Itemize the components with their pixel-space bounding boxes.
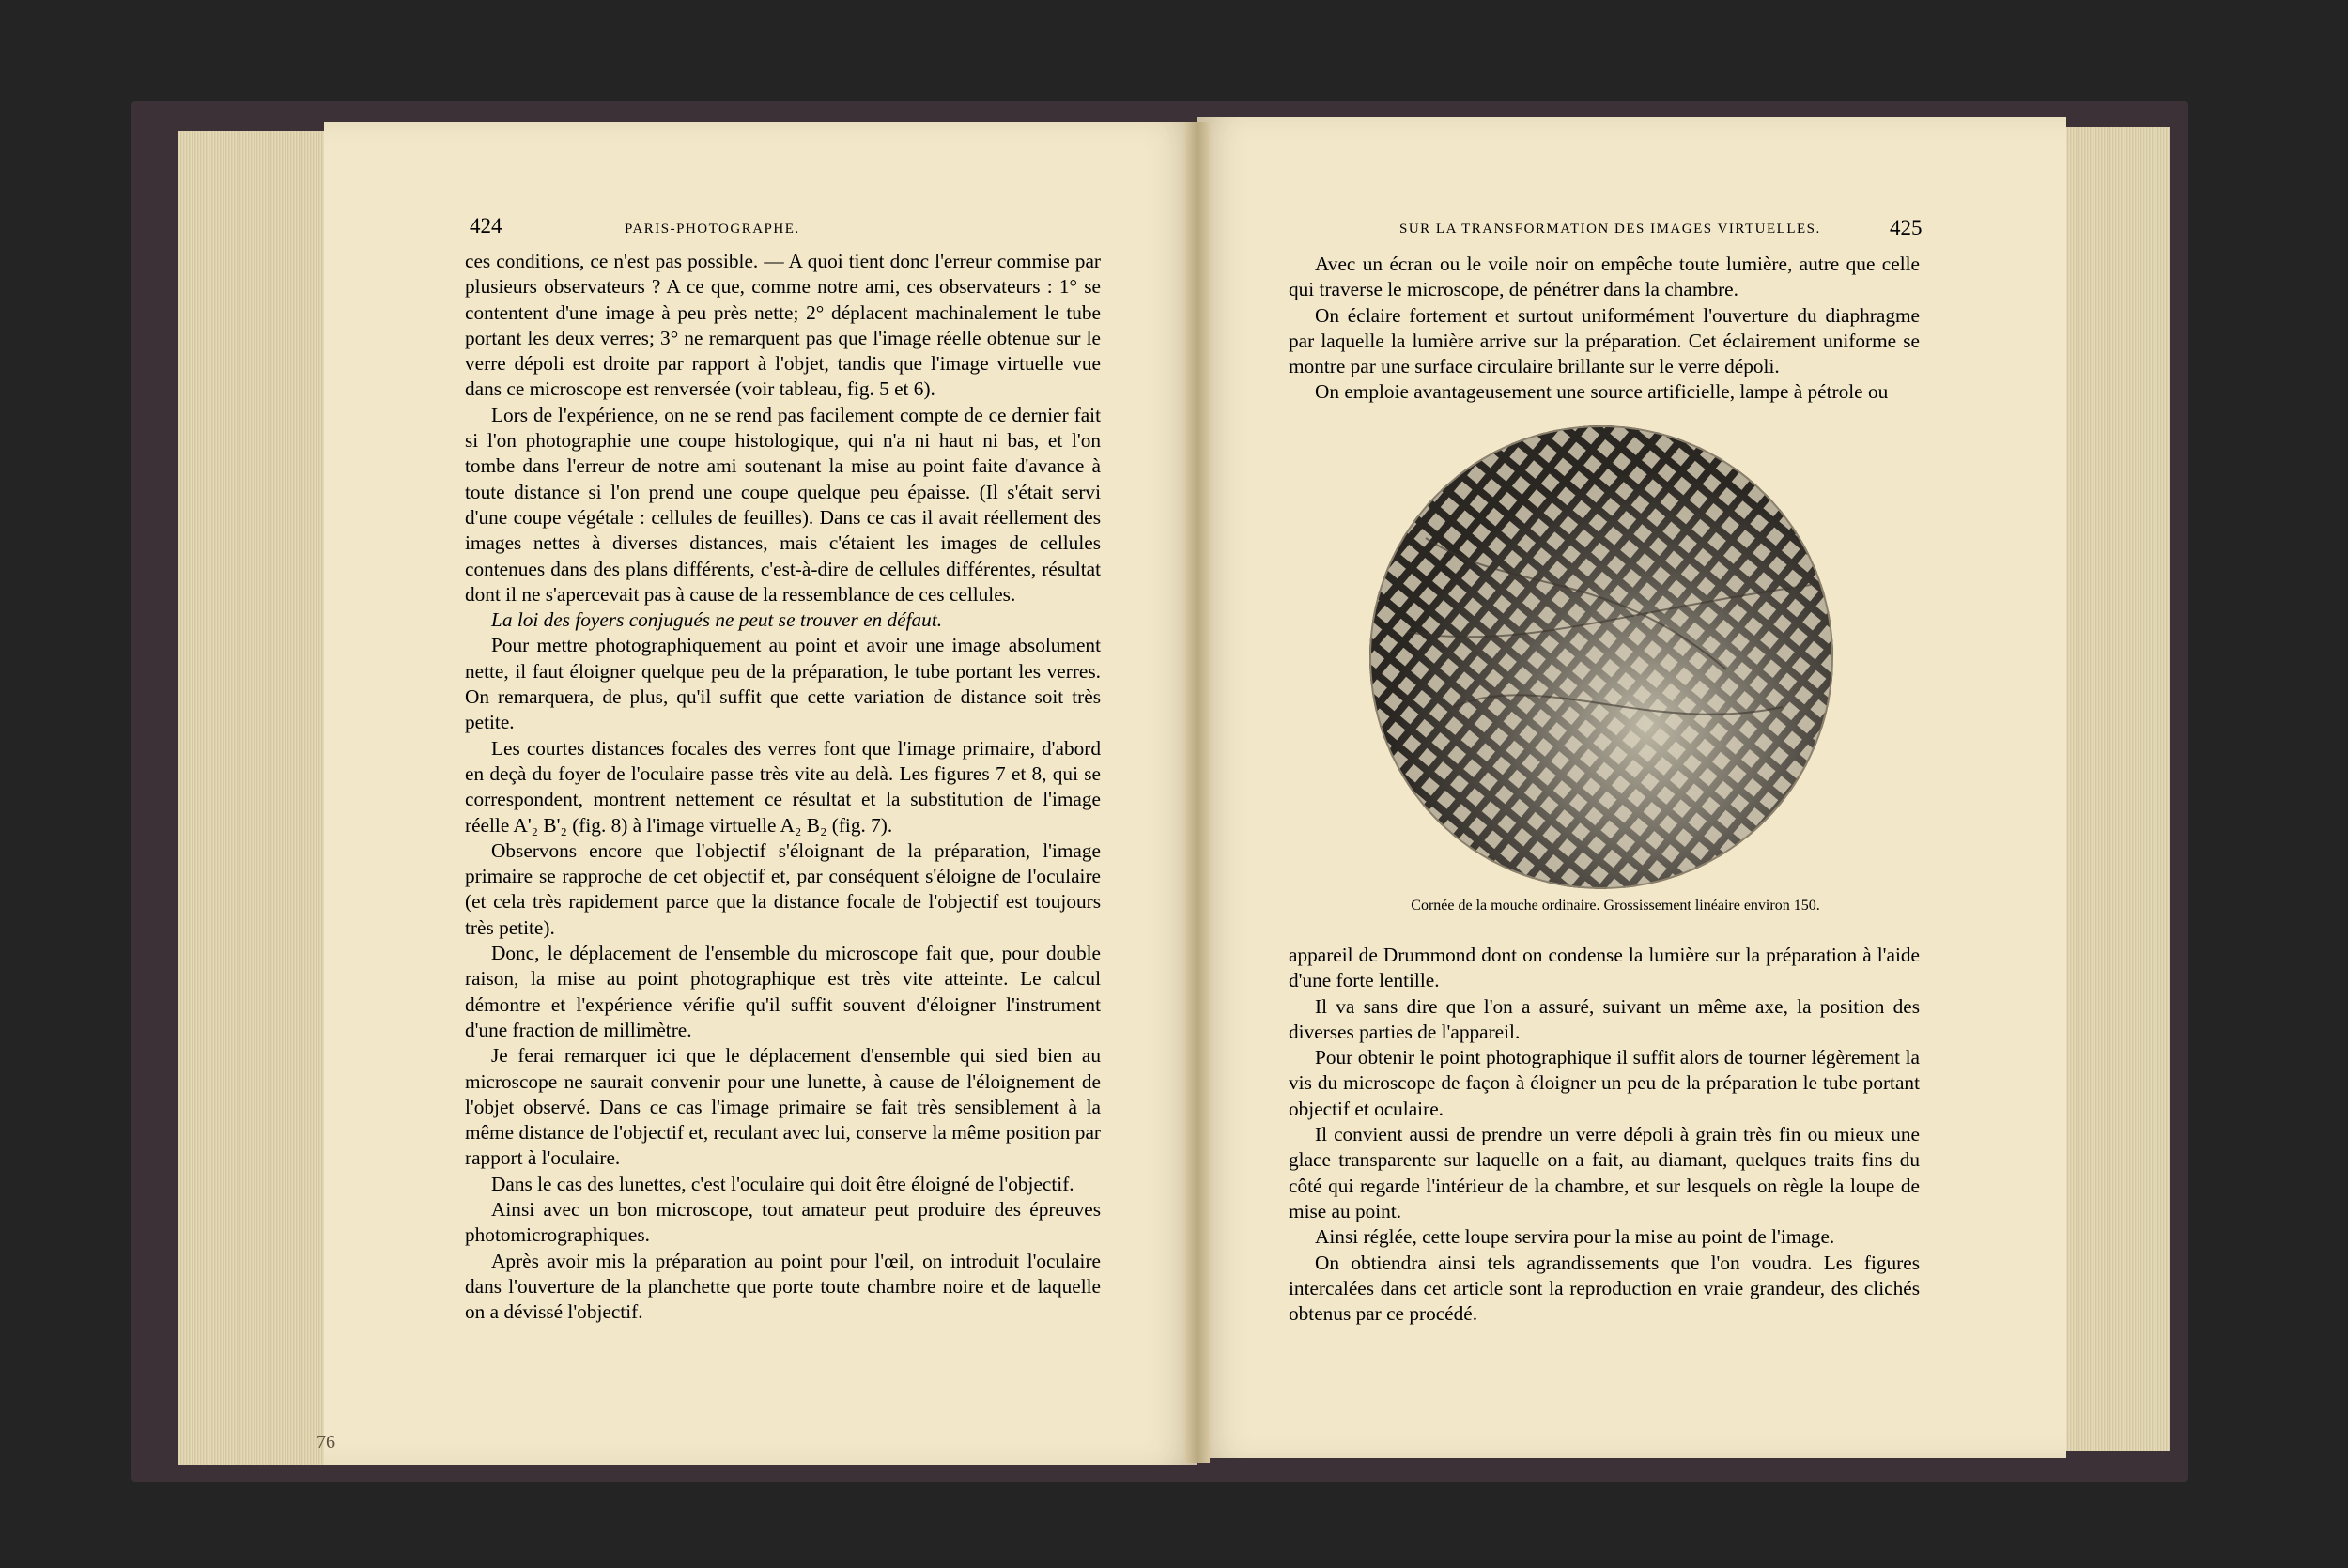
paragraph: Les courtes distances focales des verres font que l'image primaire, d'abord en deçà du foyer de l'oculaire passe très vite au delà. Les figures 7 et 8, qui se correspondent, montrent nettement ce résultat et la substitution de l'image réelle A'₂ B'₂ (fig. 8) à l'image virtuelle A₂ B₂ (fig. 7). bbox=[465, 736, 1101, 837]
paragraph: Après avoir mis la préparation au point pour l'œil, on introduit l'oculaire dans l'ouverture de la planchette que porte toute chambre noire et de laquelle on a dévissé l'objectif. bbox=[465, 1249, 1101, 1324]
running-head-right: SUR LA TRANSFORMATION DES IMAGES VIRTUELLES. bbox=[1399, 222, 1821, 237]
microscope-photograph bbox=[1369, 425, 1833, 889]
running-head-left: PARIS-PHOTOGRAPHE. bbox=[625, 222, 800, 237]
paragraph: Avec un écran ou le voile noir on empêche toute lumière, autre que celle qui traverse le microscope, de pénétrer dans la chambre. bbox=[1289, 253, 1920, 301]
pencil-mark: 76 bbox=[317, 1432, 335, 1453]
page-number-right: 425 bbox=[1890, 216, 1923, 239]
page-edges-left bbox=[178, 131, 329, 1465]
paragraph: Ainsi avec un bon microscope, tout amateur peut produire des épreuves photomicrographiques. bbox=[465, 1197, 1101, 1247]
paragraph: La loi des foyers conjugués ne peut se trouver en défaut. bbox=[491, 608, 943, 632]
paragraph: Il va sans dire que l'on a assuré, suivant un même axe, la position des diverses parties de l'appareil. bbox=[1289, 994, 1920, 1043]
paragraph: Ainsi réglée, cette loupe servira pour la mise au point de l'image. bbox=[1315, 1225, 1835, 1249]
page-number-left: 424 bbox=[470, 214, 502, 238]
paragraph: Lors de l'expérience, on ne se rend pas facilement compte de ce dernier fait si l'on photographie une coupe histologique, qui n'a ni haut ni bas, et l'on tombe dans l'erreur de notre ami soutenant la mise au point faite d'avance à toute distance si l'on prend une coupe quelque peu épaisse. (Il s'était servi d'une coupe végétale : cellules de feuilles). Dans ce cas il avait réellement des images nettes à diverses distances, mais c'étaient les images de cellules contenues dans des plans différents, c'est-à-dire de cellules différentes, résultat dont il ne s'apercevait pas à cause de la ressemblance de ces cellules. bbox=[465, 403, 1101, 606]
page-edges-right bbox=[2057, 127, 2170, 1451]
paragraph: Donc, le déplacement de l'ensemble du microscope fait que, pour double raison, la mise au point photographique est très vite atteinte. Le calcul démontre et l'expérience vérifie qu'il suffit souvent d'éloigner l'instrument d'une fraction de millimètre. bbox=[465, 942, 1101, 1041]
paragraph: On emploie avantageusement une source artificielle, lampe à pétrole ou bbox=[1315, 380, 1889, 404]
paragraph: On obtiendra ainsi tels agrandissements que l'on voudra. Les figures intercalées dans cet article sont la reproduction en vraie grandeur, des clichés obtenus par ce procédé. bbox=[1289, 1251, 1920, 1326]
paragraph: Pour mettre photographiquement au point et avoir une image absolument nette, il faut éloigner quelque peu de la préparation, le tube portant les verres. On remarquera, de plus, qu'il suffit que cette variation de distance soit très petite. bbox=[465, 634, 1101, 734]
paragraph: Observons encore que l'objectif s'éloignant de la préparation, l'image primaire se rapproche de cet objectif et, par conséquent s'éloigne de l'oculaire (et cela très rapidement parce que la distance focale de l'objectif est toujours très petite). bbox=[465, 838, 1101, 939]
right-body-text-top bbox=[1289, 252, 1920, 406]
left-body-text bbox=[465, 249, 1101, 1325]
paragraph: Pour obtenir le point photographique il suffit alors de tourner légèrement la vis du microscope de façon à éloigner un peu de la préparation le tube portant objectif et oculaire. bbox=[1289, 1046, 1920, 1120]
book-gutter bbox=[1185, 122, 1210, 1463]
paragraph: Je ferai remarquer ici que le déplacement d'ensemble qui sied bien au microscope ne saurait convenir pour une lunette, à cause de l'éloignement de l'objet observé. Dans ce cas l'image primaire se fait très sensiblement à la même distance de l'objectif et, reculant avec lui, conserve la même position par rapport à l'oculaire. bbox=[465, 1044, 1101, 1170]
paragraph: Il convient aussi de prendre un verre dépoli à grain très fin ou mieux une glace transparente sur laquelle on a fait, au diamant, quelques traits fins du côté qui regarde l'intérieur de la chambre, et sur lesquels on règle la loupe de mise au point. bbox=[1289, 1123, 1920, 1222]
paragraph: appareil de Drummond dont on condense la lumière sur la préparation à l'aide d'une forte lentille. bbox=[1289, 944, 1920, 992]
paragraph: On éclaire fortement et surtout uniformément l'ouverture du diaphragme par laquelle la lumière arrive sur la préparation. Cet éclairement uniforme se montre par une surface circulaire brillante sur le verre dépoli. bbox=[1289, 303, 1920, 378]
figure-caption: Cornée de la mouche ordinaire. Grossissement linéaire environ 150. bbox=[1411, 898, 1820, 914]
paragraph: Dans le cas des lunettes, c'est l'oculaire qui doit être éloigné de l'objectif. bbox=[491, 1172, 1074, 1195]
paragraph: ces conditions, ce n'est pas possible. — A quoi tient donc l'erreur commise par plusieurs observateurs ? A ce que, comme notre ami, ces observateurs : 1° se contentent d'une image à peu près nette; 2° déplacent machinalement le tube portant les deux verres; 3° ne remarquent pas que l'image réelle obtenue sur le verre dépoli est droite par rapport à l'objet, tandis que l'image virtuelle vue dans ce microscope est renversée (voir tableau, fig. 5 et 6). bbox=[465, 250, 1101, 401]
right-body-text-bottom bbox=[1289, 943, 1920, 1327]
